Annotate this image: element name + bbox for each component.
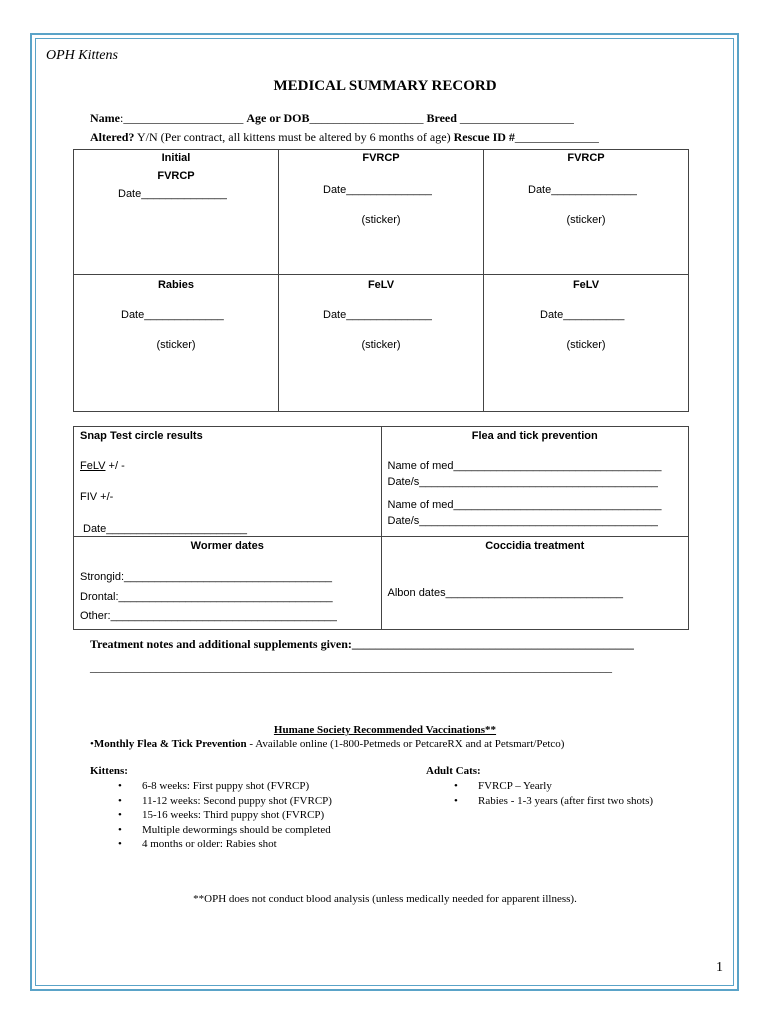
felv-result-options: +/ - <box>105 460 125 472</box>
med-1-field[interactable]: Name of med__________________________________ <box>387 460 662 472</box>
fvrcp-2-date-field[interactable]: Date______________ <box>323 184 432 196</box>
flea-tick-title: Flea and tick prevention <box>471 430 598 442</box>
org-name: OPH Kittens <box>46 48 118 63</box>
breed-label: Breed <box>426 111 457 125</box>
fvrcp-3-date-field[interactable]: Date______________ <box>528 184 637 196</box>
rabies-date-field[interactable]: Date_____________ <box>121 309 224 321</box>
adult-cats-label: Adult Cats: <box>426 765 481 777</box>
fvrcp-3-sticker: (sticker) <box>566 214 606 226</box>
drontal-field[interactable]: Drontal:___________________________________ <box>80 591 333 603</box>
list-item: • FVRCP – Yearly <box>426 779 653 794</box>
vaccination-table <box>73 149 689 412</box>
age-label: Age or DOB <box>246 111 310 125</box>
cell-flea-tick <box>381 427 689 537</box>
felv-2-sticker: (sticker) <box>566 339 606 351</box>
cell-fvrcp-2 <box>279 150 484 275</box>
page-number: 1 <box>716 960 723 975</box>
monthly-prevention-label: Monthly Flea & Tick Prevention <box>93 738 247 750</box>
cell-felv-1 <box>279 275 484 412</box>
lab-treatment-table <box>73 426 689 630</box>
felv-result[interactable] <box>80 460 125 472</box>
name-field[interactable]: :____________________ <box>120 111 244 125</box>
info-line-altered-rescue <box>90 130 599 145</box>
med-2-field[interactable]: Name of med__________________________________ <box>387 499 662 511</box>
fiv-result[interactable]: FIV +/- <box>80 491 114 503</box>
cell-felv-2 <box>484 275 689 412</box>
cell-rabies <box>74 275 279 412</box>
treatment-notes-line-2[interactable]: _______________________________________________________________________________________ <box>90 660 612 674</box>
list-item: • 6-8 weeks: First puppy shot (FVRCP) <box>90 779 332 794</box>
list-item: • 15-16 weeks: Third puppy shot (FVRCP) <box>90 808 332 823</box>
page-title: MEDICAL SUMMARY RECORD <box>273 78 497 94</box>
cell-fvrcp-3 <box>484 150 689 275</box>
dates-1-field[interactable]: Date/s_______________________________________ <box>387 476 658 488</box>
kittens-label: Kittens: <box>90 765 128 777</box>
wormer-title: Wormer dates <box>190 540 264 552</box>
felv-1-title: FeLV <box>367 279 395 291</box>
other-field[interactable]: Other:_____________________________________ <box>80 610 337 622</box>
rabies-sticker: (sticker) <box>156 339 196 351</box>
breed-field[interactable]: ___________________ <box>456 111 574 125</box>
rescue-id-field[interactable]: ______________ <box>514 130 599 144</box>
felv-1-date-field[interactable]: Date______________ <box>323 309 432 321</box>
treatment-notes-label: Treatment notes and additional supplements given: <box>90 637 352 651</box>
list-item: • Rabies - 1-3 years (after first two shots) <box>426 794 653 809</box>
strongid-field[interactable]: Strongid:__________________________________ <box>80 571 333 583</box>
felv-2-title: FeLV <box>572 279 600 291</box>
list-item: • Multiple dewormings should be completed <box>90 823 332 838</box>
info-line-name-age-breed <box>90 111 574 126</box>
rescue-id-label: Rescue ID # <box>453 130 515 144</box>
snap-date-field[interactable]: Date_______________________ <box>83 523 247 535</box>
list-item: • 11-12 weeks: Second puppy shot (FVRCP) <box>90 794 332 809</box>
initial-date-field[interactable]: Date______________ <box>118 188 227 200</box>
recommended-vaccinations-title: Humane Society Recommended Vaccinations** <box>273 724 497 736</box>
fvrcp-2-sticker: (sticker) <box>361 214 401 226</box>
altered-text: Y/N (Per contract, all kittens must be altered by 6 months of age) <box>134 130 454 144</box>
cell-coccidia <box>381 537 689 630</box>
fvrcp-2-title: FVRCP <box>362 152 400 164</box>
altered-label: Altered? <box>90 130 135 144</box>
cell-wormer <box>74 537 382 630</box>
dates-2-field[interactable]: Date/s_______________________________________ <box>387 515 658 527</box>
initial-title: Initial <box>161 152 191 164</box>
initial-subtitle: FVRCP <box>157 170 195 182</box>
treatment-notes-field[interactable]: _______________________________________________ <box>351 637 634 651</box>
monthly-prevention-text: - Available online (1-800-Petmeds or PetcareRX and at Petsmart/Petco) <box>246 738 565 750</box>
bullet-icon: • <box>90 738 94 750</box>
felv-1-sticker: (sticker) <box>361 339 401 351</box>
felv-label: FeLV <box>80 460 106 472</box>
treatment-notes <box>90 637 634 652</box>
age-field[interactable]: ___________________ <box>309 111 424 125</box>
albon-dates-field[interactable]: Albon dates_____________________________ <box>387 587 624 599</box>
kittens-schedule-list <box>90 779 332 852</box>
coccidia-title: Coccidia treatment <box>485 540 585 552</box>
snap-test-title: Snap Test circle results <box>80 430 203 442</box>
footnote: **OPH does not conduct blood analysis (unless medically needed for apparent illness). <box>193 893 577 905</box>
cell-snap-test <box>74 427 382 537</box>
adult-cats-schedule-list <box>426 779 653 808</box>
name-label: Name <box>90 111 120 125</box>
felv-2-date-field[interactable]: Date__________ <box>540 309 625 321</box>
rabies-title: Rabies <box>157 279 195 291</box>
monthly-prevention-line <box>90 738 564 750</box>
fvrcp-3-title: FVRCP <box>567 152 605 164</box>
cell-initial-fvrcp <box>74 150 279 275</box>
list-item: • 4 months or older: Rabies shot <box>90 837 332 852</box>
